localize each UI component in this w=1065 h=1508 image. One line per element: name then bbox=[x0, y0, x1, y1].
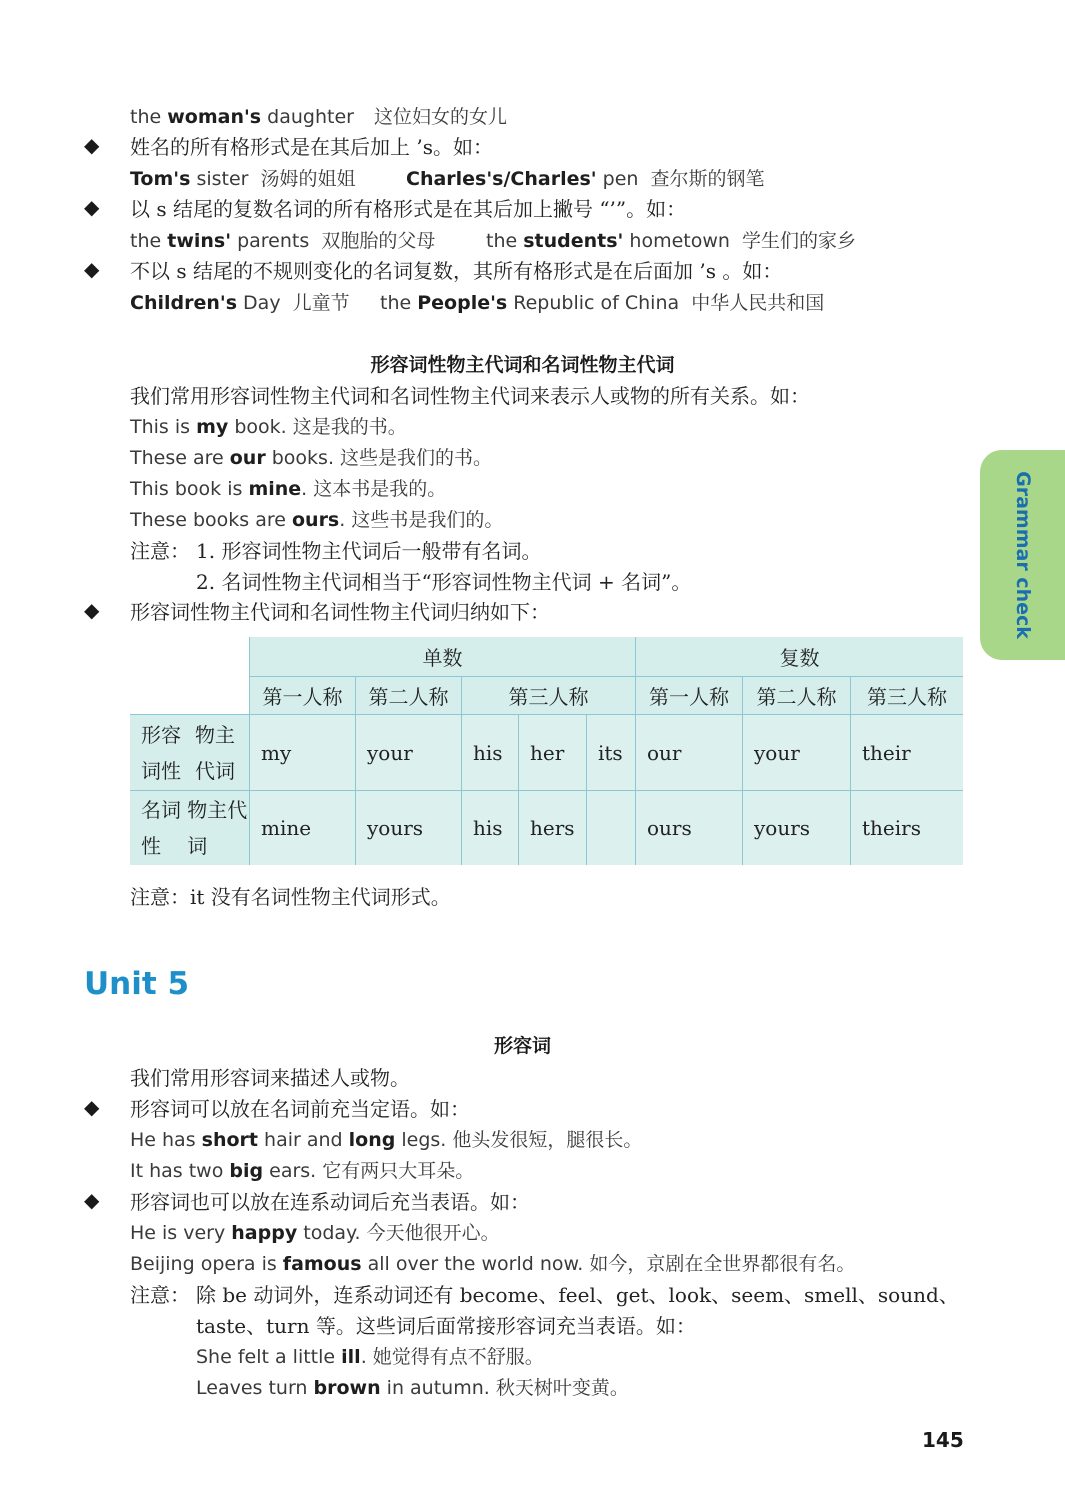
rule-text: 形容词也可以放在连系动词后充当表语。如： bbox=[130, 1190, 530, 1214]
rule-text: 姓名的所有格形式是在其后加上 ’s。如： bbox=[130, 135, 493, 159]
bold-word: happy bbox=[231, 1222, 298, 1244]
text: These are bbox=[130, 447, 230, 469]
text: Republic of China bbox=[507, 292, 680, 314]
rule-text: 以 s 结尾的复数名词的所有格形式是在其后加上撇号 “’”。如： bbox=[130, 197, 687, 221]
text: the bbox=[130, 230, 168, 252]
note-label: 注意： bbox=[130, 539, 190, 563]
example-line bbox=[130, 1125, 642, 1152]
text: the bbox=[486, 230, 524, 252]
header-person: 第二人称 bbox=[356, 677, 461, 714]
bold-word: People's bbox=[417, 292, 508, 314]
bold-word: Children's bbox=[130, 292, 238, 314]
chinese-gloss: 学生们的家乡 bbox=[741, 230, 856, 252]
bold-word: my bbox=[196, 416, 229, 438]
example-line bbox=[130, 474, 446, 501]
text: all over the world now. bbox=[361, 1253, 584, 1275]
header-singular: 单数 bbox=[250, 637, 635, 676]
example-line bbox=[130, 226, 435, 253]
chinese-gloss: 这本书是我的。 bbox=[313, 478, 447, 500]
grid-line bbox=[461, 676, 462, 865]
example-line bbox=[196, 1342, 544, 1369]
example-line bbox=[196, 1373, 629, 1400]
text: books. bbox=[265, 447, 334, 469]
example-line bbox=[130, 412, 407, 439]
section-side-tab bbox=[980, 450, 1065, 660]
table-cell: our bbox=[636, 715, 742, 790]
note-text: 注意：it 没有名词性物主代词形式。 bbox=[130, 885, 451, 909]
text: daughter bbox=[261, 106, 354, 128]
table-cell: her bbox=[519, 715, 586, 790]
text: the bbox=[380, 292, 418, 314]
table-cell: my bbox=[250, 715, 355, 790]
row-label bbox=[130, 791, 249, 865]
side-tab-label: Grammar check bbox=[1011, 471, 1034, 639]
header-plural: 复数 bbox=[636, 637, 963, 676]
text: legs. bbox=[395, 1129, 447, 1151]
bullet-icon: ◆ bbox=[84, 195, 100, 219]
chinese-gloss: 她觉得有点不舒服。 bbox=[372, 1346, 544, 1368]
intro-text: 我们常用形容词性物主代词和名词性物主代词来表示人或物的所有关系。如： bbox=[130, 384, 810, 408]
unit-title: Unit 5 bbox=[84, 966, 190, 1002]
bold-word: brown bbox=[313, 1377, 381, 1399]
chinese-gloss: 秋天树叶变黄。 bbox=[495, 1377, 629, 1399]
bold-word: woman's bbox=[167, 106, 262, 128]
bullet-icon: ◆ bbox=[84, 1095, 100, 1119]
grid-line bbox=[249, 637, 250, 865]
text: He has bbox=[130, 1129, 202, 1151]
row-label-line: 形容词性 bbox=[141, 722, 181, 783]
chinese-gloss: 这是我的书。 bbox=[292, 416, 407, 438]
bullet-icon: ◆ bbox=[84, 1188, 100, 1212]
chinese-gloss: 他头发很短，腿很长。 bbox=[452, 1129, 643, 1151]
bold-word: ill bbox=[341, 1346, 361, 1368]
grid-line bbox=[742, 676, 743, 865]
intro-text: 我们常用形容词来描述人或物。 bbox=[130, 1066, 410, 1090]
rule-text: 形容词性物主代词和名词性物主代词归纳如下： bbox=[130, 600, 550, 624]
example-line bbox=[130, 1249, 855, 1276]
section-heading: 形容词 bbox=[493, 1035, 551, 1057]
text: today. bbox=[297, 1222, 361, 1244]
chinese-gloss: 双胞胎的父母 bbox=[321, 230, 436, 252]
row-label-line: 名词性 bbox=[141, 798, 181, 858]
example-line bbox=[406, 164, 765, 191]
grid-line bbox=[130, 714, 963, 715]
text: These books are bbox=[130, 509, 292, 531]
grid-line bbox=[130, 790, 963, 791]
bold-word: Charles's/Charles' bbox=[406, 168, 597, 190]
example-line bbox=[130, 1218, 500, 1245]
example-line bbox=[130, 505, 503, 532]
table-cell: its bbox=[587, 715, 635, 790]
row-label-line: 物主代词 bbox=[187, 798, 248, 858]
chinese-gloss: 这位妇女的女儿 bbox=[374, 106, 508, 128]
note-text: 除 be 动词外，连系动词还有 become、feel、get、look、seem、smell、sound、 bbox=[196, 1283, 959, 1307]
section-heading: 形容词性物主代词和名词性物主代词 bbox=[370, 354, 675, 376]
grid-line bbox=[850, 676, 851, 865]
table-cell: your bbox=[356, 715, 461, 790]
pronoun-table bbox=[130, 637, 963, 865]
text: She felt a little bbox=[196, 1346, 342, 1368]
example-line bbox=[380, 288, 824, 315]
text: . bbox=[301, 478, 308, 500]
text: . bbox=[360, 1346, 367, 1368]
page-number: 145 bbox=[922, 1428, 964, 1452]
table-cell: ours bbox=[636, 791, 742, 865]
chinese-gloss: 查尔斯的钢笔 bbox=[650, 168, 765, 190]
header-person: 第一人称 bbox=[250, 677, 355, 714]
example-line bbox=[130, 102, 507, 129]
text: Day bbox=[237, 292, 281, 314]
grid-line bbox=[249, 676, 963, 677]
text: Leaves turn bbox=[196, 1377, 314, 1399]
table-cell: his bbox=[462, 715, 518, 790]
bold-word: big bbox=[229, 1160, 264, 1182]
example-line bbox=[130, 443, 492, 470]
bold-word: our bbox=[229, 447, 266, 469]
header-person: 第三人称 bbox=[462, 677, 635, 714]
bold-word: students' bbox=[523, 230, 624, 252]
table-cell: their bbox=[851, 715, 963, 790]
text: hometown bbox=[623, 230, 730, 252]
bullet-icon: ◆ bbox=[84, 133, 100, 157]
text: It has two bbox=[130, 1160, 230, 1182]
bold-word: long bbox=[348, 1129, 396, 1151]
chinese-gloss: 这些是我们的书。 bbox=[340, 447, 493, 469]
chinese-gloss: 汤姆的姐姐 bbox=[260, 168, 356, 190]
text: sister bbox=[190, 168, 249, 190]
text: This is bbox=[130, 416, 197, 438]
header-person: 第三人称 bbox=[851, 677, 963, 714]
text: book. bbox=[228, 416, 287, 438]
note-text: taste、turn 等。这些词后面常接形容词充当表语。如： bbox=[196, 1314, 696, 1338]
chinese-gloss: 中华人民共和国 bbox=[691, 292, 825, 314]
grid-line bbox=[355, 676, 356, 865]
text: the bbox=[130, 106, 168, 128]
note-text: 2. 名词性物主代词相当于“形容词性物主代词 + 名词”。 bbox=[196, 570, 692, 594]
table-cell: theirs bbox=[851, 791, 963, 865]
text: parents bbox=[231, 230, 310, 252]
bold-word: twins' bbox=[167, 230, 232, 252]
table-cell: yours bbox=[356, 791, 461, 865]
text: Beijing opera is bbox=[130, 1253, 283, 1275]
chinese-gloss: 儿童节 bbox=[292, 292, 350, 314]
chinese-gloss: 如今，京剧在全世界都很有名。 bbox=[589, 1253, 856, 1275]
chinese-gloss: 今天他很开心。 bbox=[366, 1222, 500, 1244]
bold-word: ours bbox=[291, 509, 340, 531]
text: . bbox=[339, 509, 346, 531]
example-line bbox=[130, 288, 350, 315]
bold-word: mine bbox=[248, 478, 302, 500]
example-line bbox=[130, 1156, 474, 1183]
header-person: 第二人称 bbox=[743, 677, 850, 714]
table-cell bbox=[587, 791, 635, 865]
header-person: 第一人称 bbox=[636, 677, 742, 714]
text: in autumn. bbox=[380, 1377, 490, 1399]
table-cell: yours bbox=[743, 791, 850, 865]
table-cell: mine bbox=[250, 791, 355, 865]
bold-word: famous bbox=[282, 1253, 362, 1275]
text: ears. bbox=[263, 1160, 317, 1182]
note-text: 1. 形容词性物主代词后一般带有名词。 bbox=[196, 539, 542, 563]
table-cell: your bbox=[743, 715, 850, 790]
row-label bbox=[130, 715, 249, 790]
rule-text: 形容词可以放在名词前充当定语。如： bbox=[130, 1097, 470, 1121]
bold-word: short bbox=[201, 1129, 258, 1151]
text: pen bbox=[596, 168, 639, 190]
chinese-gloss: 这些书是我们的。 bbox=[351, 509, 504, 531]
text: This book is bbox=[130, 478, 249, 500]
row-label-line: 物主代词 bbox=[195, 722, 235, 783]
bullet-icon: ◆ bbox=[84, 598, 100, 622]
table-cell: his bbox=[462, 791, 518, 865]
chinese-gloss: 它有两只大耳朵。 bbox=[322, 1160, 475, 1182]
grid-line bbox=[635, 637, 636, 865]
example-line bbox=[130, 164, 356, 191]
text: He is very bbox=[130, 1222, 232, 1244]
text: hair and bbox=[257, 1129, 349, 1151]
bullet-icon: ◆ bbox=[84, 257, 100, 281]
note-label: 注意： bbox=[130, 1283, 190, 1307]
table-cell: hers bbox=[519, 791, 586, 865]
rule-text: 不以 s 结尾的不规则变化的名词复数，其所有格形式是在后面加 ’s 。如： bbox=[130, 259, 783, 283]
example-line bbox=[486, 226, 856, 253]
bold-word: Tom's bbox=[130, 168, 191, 190]
